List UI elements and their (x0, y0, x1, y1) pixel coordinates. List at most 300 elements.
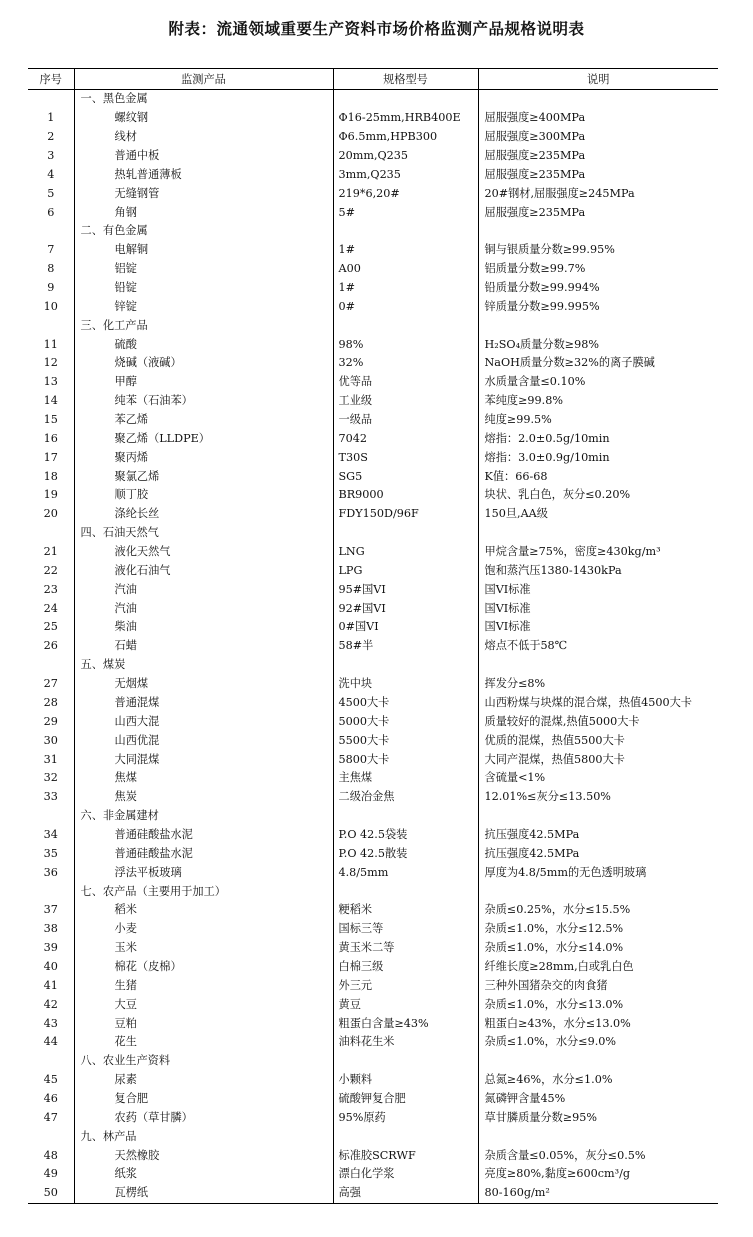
desc-cell: 熔点不低于58℃ (478, 637, 718, 656)
desc-cell: 抗压强度42.5MPa (478, 826, 718, 845)
spec-cell: 洗中块 (333, 675, 478, 694)
table-row (28, 373, 718, 392)
spec-cell: 黄豆 (333, 995, 478, 1014)
spec-cell: LNG (333, 543, 478, 562)
product-name: 聚乙烯（LLDPE） (74, 429, 333, 448)
spec-cell: 主焦煤 (333, 769, 478, 788)
row-number: 49 (43, 1167, 58, 1181)
spec-cell: 7042 (333, 429, 478, 448)
product-name: 铅锭 (74, 279, 333, 298)
product-name: 普通中板 (74, 147, 333, 166)
desc-cell: 80-160g/m² (478, 1184, 718, 1203)
desc-cell: 铜与银质量分数≥99.95% (478, 241, 718, 260)
product-name: 纸浆 (74, 1165, 333, 1184)
table-row (28, 1071, 718, 1090)
row-number: 41 (43, 978, 58, 992)
table-row (28, 1090, 718, 1109)
spec-cell: 白棉三级 (333, 958, 478, 977)
desc-cell: 熔指：3.0±0.9g/10min (478, 448, 718, 467)
category-name: 二、有色金属 (74, 222, 333, 241)
spec-cell (333, 222, 478, 241)
desc-cell: 大同产混煤，热值5800大卡 (478, 750, 718, 769)
desc-cell: 纤维长度≥28mm,白或乳白色 (478, 958, 718, 977)
spec-cell: 4.8/5mm (333, 863, 478, 882)
desc-cell: 水质量含量≤0.10% (478, 373, 718, 392)
spec-cell: 98% (333, 335, 478, 354)
product-name: 豆粕 (74, 1014, 333, 1033)
spec-cell (333, 316, 478, 335)
desc-cell: 屈服强度≥300MPa (478, 128, 718, 147)
product-name: 复合肥 (74, 1090, 333, 1109)
spec-cell: 4500大卡 (333, 694, 478, 713)
row-number: 11 (43, 337, 58, 351)
product-name: 螺纹钢 (74, 109, 333, 128)
table-row (28, 260, 718, 279)
table-row (28, 694, 718, 713)
row-number: 30 (43, 733, 58, 747)
desc-cell: 草甘膦质量分数≥95% (478, 1108, 718, 1127)
desc-cell (478, 222, 718, 241)
table-row (28, 109, 718, 128)
row-number: 25 (43, 620, 58, 634)
row-number: 42 (43, 997, 58, 1011)
spec-table (28, 68, 718, 1204)
product-name: 甲醇 (74, 373, 333, 392)
table-row (28, 128, 718, 147)
spec-cell (333, 807, 478, 826)
table-row (28, 920, 718, 939)
row-number: 17 (43, 450, 58, 464)
spec-cell (333, 656, 478, 675)
desc-cell (478, 656, 718, 675)
spec-cell: 二级冶金焦 (333, 788, 478, 807)
desc-cell: 杂质≤1.0%，水分≤12.5% (478, 920, 718, 939)
product-name: 烧碱（液碱） (74, 354, 333, 373)
spec-cell: Φ16-25mm,HRB400E (333, 109, 478, 128)
category-row (28, 882, 718, 901)
desc-cell: 杂质≤0.25%，水分≤15.5% (478, 901, 718, 920)
spec-cell: 工业级 (333, 392, 478, 411)
table-row (28, 1184, 718, 1203)
product-name: 角钢 (74, 203, 333, 222)
category-row (28, 90, 718, 109)
row-number: 15 (43, 413, 58, 427)
row-number: 45 (43, 1073, 58, 1087)
row-number (28, 90, 74, 109)
row-number: 10 (43, 299, 58, 313)
row-number: 13 (43, 375, 58, 389)
spec-cell: 0# (333, 297, 478, 316)
header-desc: 说明 (478, 69, 718, 90)
desc-cell: NaOH质量分数≥32%的离子膜碱 (478, 354, 718, 373)
product-name: 汽油 (74, 580, 333, 599)
product-name: 聚氯乙烯 (74, 467, 333, 486)
product-name: 山西大混 (74, 712, 333, 731)
table-row (28, 788, 718, 807)
row-number: 20 (43, 507, 58, 521)
spec-cell: 1# (333, 279, 478, 298)
row-number: 23 (43, 582, 58, 596)
table-header (28, 69, 718, 90)
row-number: 3 (47, 149, 55, 162)
product-name: 无烟煤 (74, 675, 333, 694)
row-number: 26 (43, 639, 58, 653)
table-row (28, 750, 718, 769)
product-name: 普通硅酸盐水泥 (74, 826, 333, 845)
product-name: 花生 (74, 1033, 333, 1052)
desc-cell: 20#钢材,屈服强度≥245MPa (478, 184, 718, 203)
category-row (28, 222, 718, 241)
row-number: 38 (43, 922, 58, 936)
desc-cell: 铅质量分数≥99.994% (478, 279, 718, 298)
spec-cell: 92#国VI (333, 599, 478, 618)
table-row (28, 147, 718, 166)
product-name: 焦煤 (74, 769, 333, 788)
table-row (28, 976, 718, 995)
table-row (28, 712, 718, 731)
desc-cell: 饱和蒸汽压1380-1430kPa (478, 561, 718, 580)
row-number: 19 (43, 488, 58, 502)
desc-cell: 优质的混煤，热值5500大卡 (478, 731, 718, 750)
row-number (28, 222, 74, 241)
desc-cell (478, 524, 718, 543)
spec-cell: 0#国VI (333, 618, 478, 637)
table-row (28, 448, 718, 467)
row-number: 8 (47, 262, 55, 276)
table-row (28, 731, 718, 750)
row-number: 1 (47, 111, 55, 125)
desc-cell: 亮度≥80%,黏度≥600cm³/g (478, 1165, 718, 1184)
category-name: 三、化工产品 (74, 316, 333, 335)
spec-cell: 外三元 (333, 976, 478, 995)
spec-cell: 油料花生米 (333, 1033, 478, 1052)
row-number: 7 (47, 243, 55, 257)
row-number: 47 (43, 1110, 58, 1124)
spec-cell: Φ6.5mm,HPB300 (333, 128, 478, 147)
spec-cell: 95#国VI (333, 580, 478, 599)
spec-cell: P.O 42.5袋装 (333, 826, 478, 845)
table-row (28, 769, 718, 788)
table-row (28, 241, 718, 260)
row-number: 18 (43, 469, 58, 483)
spec-cell: 32% (333, 354, 478, 373)
row-number: 9 (47, 281, 55, 295)
product-name: 棉花（皮棉） (74, 958, 333, 977)
product-name: 热轧普通薄板 (74, 165, 333, 184)
product-name: 浮法平板玻璃 (74, 863, 333, 882)
spec-cell: 硫酸钾复合肥 (333, 1090, 478, 1109)
product-name: 纯苯（石油苯） (74, 392, 333, 411)
row-number: 16 (43, 431, 58, 445)
spec-cell: 5000大卡 (333, 712, 478, 731)
category-row (28, 807, 718, 826)
category-row (28, 656, 718, 675)
desc-cell (478, 807, 718, 826)
product-name: 普通混煤 (74, 694, 333, 713)
product-name: 顺丁胶 (74, 486, 333, 505)
spec-cell (333, 90, 478, 109)
row-number (28, 882, 74, 901)
spec-cell: 黄玉米二等 (333, 939, 478, 958)
row-number: 33 (43, 790, 58, 804)
table-body (28, 90, 718, 1204)
spec-cell: 3mm,Q235 (333, 165, 478, 184)
table-row (28, 543, 718, 562)
desc-cell: 屈服强度≥235MPa (478, 147, 718, 166)
desc-cell: 杂质含量≤0.05%，灰分≤0.5% (478, 1146, 718, 1165)
product-name: 生猪 (74, 976, 333, 995)
spec-cell: T30S (333, 448, 478, 467)
table-row (28, 995, 718, 1014)
table-row (28, 165, 718, 184)
product-name: 铝锭 (74, 260, 333, 279)
desc-cell: 屈服强度≥235MPa (478, 203, 718, 222)
table-row (28, 203, 718, 222)
desc-cell: 12.01%≤灰分≤13.50% (478, 788, 718, 807)
desc-cell: 厚度为4.8/5mm的无色透明玻璃 (478, 863, 718, 882)
header-spec: 规格型号 (333, 69, 478, 90)
category-row (28, 524, 718, 543)
product-name: 大豆 (74, 995, 333, 1014)
spec-cell: 粗蛋白含量≥43% (333, 1014, 478, 1033)
table-row (28, 826, 718, 845)
row-number (28, 1052, 74, 1071)
product-name: 苯乙烯 (74, 411, 333, 430)
desc-cell (478, 882, 718, 901)
row-number: 34 (43, 827, 58, 841)
table-row (28, 486, 718, 505)
spec-cell: 219*6,20# (333, 184, 478, 203)
table-row (28, 561, 718, 580)
spec-cell: 5# (333, 203, 478, 222)
table-row (28, 958, 718, 977)
desc-cell: 粗蛋白≥43%，水分≤13.0% (478, 1014, 718, 1033)
category-name: 七、农产品（主要用于加工） (74, 882, 333, 901)
row-number: 27 (43, 677, 58, 691)
desc-cell (478, 1052, 718, 1071)
spec-cell: 5800大卡 (333, 750, 478, 769)
spec-cell: BR9000 (333, 486, 478, 505)
row-number: 28 (43, 695, 58, 709)
desc-cell: 铝质量分数≥99.7% (478, 260, 718, 279)
category-name: 六、非金属建材 (74, 807, 333, 826)
row-number: 32 (43, 771, 58, 785)
table-row (28, 637, 718, 656)
table-row (28, 580, 718, 599)
spec-cell: 1# (333, 241, 478, 260)
desc-cell (478, 1127, 718, 1146)
row-number: 35 (43, 846, 58, 860)
table-row (28, 599, 718, 618)
category-row (28, 1052, 718, 1071)
product-name: 硫酸 (74, 335, 333, 354)
desc-cell (478, 316, 718, 335)
desc-cell (478, 90, 718, 109)
row-number: 21 (43, 545, 58, 559)
table-row (28, 505, 718, 524)
row-number: 46 (43, 1091, 58, 1105)
desc-cell: 抗压强度42.5MPa (478, 844, 718, 863)
table-row (28, 467, 718, 486)
spec-cell: LPG (333, 561, 478, 580)
spec-cell: 漂白化学浆 (333, 1165, 478, 1184)
category-row (28, 1127, 718, 1146)
category-name: 九、林产品 (74, 1127, 333, 1146)
row-number: 43 (43, 1016, 58, 1030)
table-row (28, 1146, 718, 1165)
desc-cell: 国VI标准 (478, 599, 718, 618)
spec-cell: 优等品 (333, 373, 478, 392)
desc-cell: 国VI标准 (478, 618, 718, 637)
spec-cell: 95%原药 (333, 1108, 478, 1127)
table-row (28, 863, 718, 882)
product-name: 山西优混 (74, 731, 333, 750)
table-row (28, 939, 718, 958)
spec-cell: 5500大卡 (333, 731, 478, 750)
desc-cell: 甲烷含量≥75%，密度≥430kg/m³ (478, 543, 718, 562)
desc-cell: H₂SO₄质量分数≥98% (478, 335, 718, 354)
product-name: 液化天然气 (74, 543, 333, 562)
spec-cell: 58#半 (333, 637, 478, 656)
spec-cell (333, 1052, 478, 1071)
spec-cell: 国标三等 (333, 920, 478, 939)
product-name: 涤纶长丝 (74, 505, 333, 524)
table-row (28, 429, 718, 448)
desc-cell: 苯纯度≥99.8% (478, 392, 718, 411)
desc-cell: 锌质量分数≥99.995% (478, 297, 718, 316)
spec-cell: 一级品 (333, 411, 478, 430)
desc-cell: 屈服强度≥235MPa (478, 165, 718, 184)
desc-cell: 国VI标准 (478, 580, 718, 599)
spec-cell: P.O 42.5散装 (333, 844, 478, 863)
desc-cell: K值：66-68 (478, 467, 718, 486)
header-product: 监测产品 (74, 69, 333, 90)
desc-cell: 杂质≤1.0%，水分≤9.0% (478, 1033, 718, 1052)
spec-cell: 小颗料 (333, 1071, 478, 1090)
category-name: 四、石油天然气 (74, 524, 333, 543)
product-name: 无缝钢管 (74, 184, 333, 203)
product-name: 玉米 (74, 939, 333, 958)
table-row (28, 618, 718, 637)
product-name: 普通硅酸盐水泥 (74, 844, 333, 863)
product-name: 大同混煤 (74, 750, 333, 769)
table-row (28, 297, 718, 316)
row-number (28, 316, 74, 335)
table-row (28, 392, 718, 411)
table-row (28, 335, 718, 354)
product-name: 线材 (74, 128, 333, 147)
table-row (28, 184, 718, 203)
row-number: 24 (43, 601, 58, 615)
table-row (28, 411, 718, 430)
spec-cell: 标准胶SCRWF (333, 1146, 478, 1165)
desc-cell: 杂质≤1.0%，水分≤14.0% (478, 939, 718, 958)
row-number: 44 (43, 1035, 58, 1049)
spec-cell (333, 1127, 478, 1146)
row-number: 22 (43, 563, 58, 577)
spec-cell: 20mm,Q235 (333, 147, 478, 166)
row-number: 4 (47, 167, 55, 181)
category-name: 五、煤炭 (74, 656, 333, 675)
spec-cell: 高强 (333, 1184, 478, 1203)
header-no: 序号 (28, 69, 74, 90)
desc-cell: 氮磷钾含量45% (478, 1090, 718, 1109)
spec-cell: A00 (333, 260, 478, 279)
row-number: 5 (47, 186, 55, 200)
desc-cell: 总氮≥46%，水分≤1.0% (478, 1071, 718, 1090)
row-number (28, 524, 74, 543)
table-row (28, 901, 718, 920)
row-number: 36 (43, 865, 58, 879)
product-name: 小麦 (74, 920, 333, 939)
desc-cell: 质量较好的混煤,热值5000大卡 (478, 712, 718, 731)
desc-cell: 杂质≤1.0%，水分≤13.0% (478, 995, 718, 1014)
desc-cell: 山西粉煤与块煤的混合煤，热值4500大卡 (478, 694, 718, 713)
table-row (28, 1165, 718, 1184)
row-number: 48 (43, 1148, 58, 1162)
row-number: 14 (43, 394, 58, 408)
page-title: 附表：流通领域重要生产资料市场价格监测产品规格说明表 (168, 19, 585, 38)
product-name: 天然橡胶 (74, 1146, 333, 1165)
product-name: 柴油 (74, 618, 333, 637)
row-number: 40 (43, 959, 58, 973)
row-number: 50 (28, 1184, 74, 1203)
row-number: 39 (43, 941, 58, 955)
product-name: 液化石油气 (74, 561, 333, 580)
spec-cell (333, 524, 478, 543)
category-row (28, 316, 718, 335)
desc-cell: 三种外国猪杂交的肉食猪 (478, 976, 718, 995)
desc-cell: 含硫量<1% (478, 769, 718, 788)
category-name: 一、黑色金属 (74, 90, 333, 109)
row-number: 37 (43, 903, 58, 917)
desc-cell: 纯度≥99.5% (478, 411, 718, 430)
product-name: 电解铜 (74, 241, 333, 260)
row-number: 29 (43, 714, 58, 728)
product-name: 尿素 (74, 1071, 333, 1090)
desc-cell: 屈服强度≥400MPa (478, 109, 718, 128)
table-row (28, 354, 718, 373)
row-number: 2 (47, 130, 55, 144)
desc-cell: 挥发分≤8% (478, 675, 718, 694)
table-row (28, 675, 718, 694)
product-name: 农药（草甘膦） (74, 1108, 333, 1127)
spec-cell (333, 882, 478, 901)
product-name: 焦炭 (74, 788, 333, 807)
table-row (28, 1108, 718, 1127)
table-row (28, 279, 718, 298)
spec-cell: FDY150D/96F (333, 505, 478, 524)
row-number: 12 (43, 356, 58, 370)
row-number (28, 1127, 74, 1146)
table-row (28, 1033, 718, 1052)
spec-cell: SG5 (333, 467, 478, 486)
table-row (28, 844, 718, 863)
product-name: 稻米 (74, 901, 333, 920)
row-number (28, 807, 74, 826)
product-name: 汽油 (74, 599, 333, 618)
row-number (28, 656, 74, 675)
product-name: 瓦楞纸 (74, 1184, 333, 1203)
product-name: 石蜡 (74, 637, 333, 656)
row-number: 6 (47, 205, 55, 219)
category-name: 八、农业生产资料 (74, 1052, 333, 1071)
desc-cell: 150旦,AA级 (478, 505, 718, 524)
spec-cell: 粳稻米 (333, 901, 478, 920)
desc-cell: 块状、乳白色，灰分≤0.20% (478, 486, 718, 505)
product-name: 锌锭 (74, 297, 333, 316)
product-name: 聚丙烯 (74, 448, 333, 467)
